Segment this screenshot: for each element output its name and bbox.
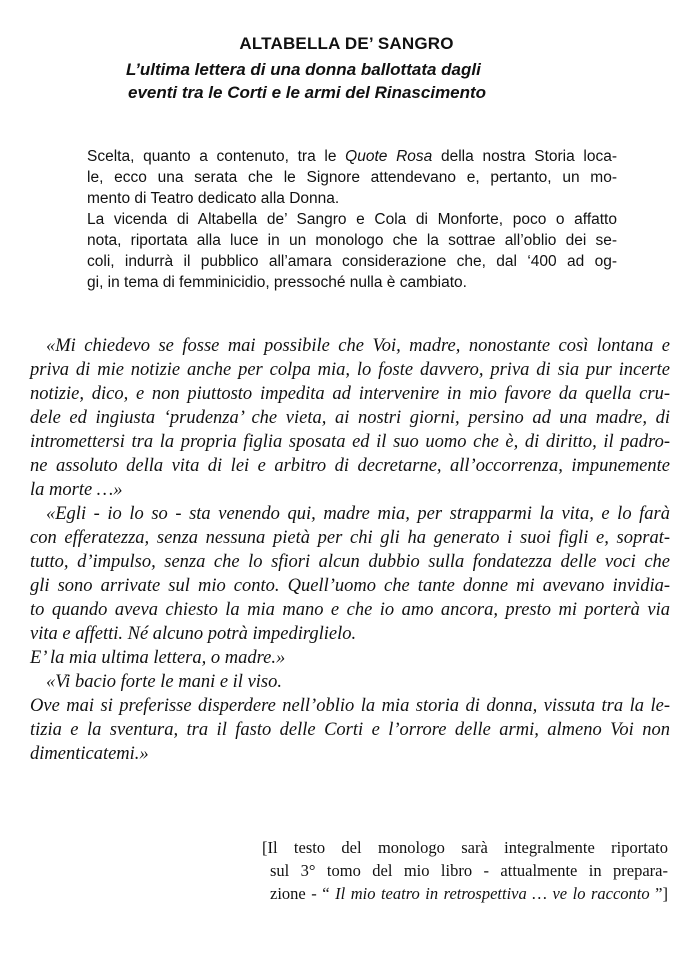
- monologue-line: tizia e la sventura, tra il fasto delle Corti e l’orrore delle armi, almeno Voi non: [30, 720, 670, 740]
- monologue-line: priva di mie notizie anche per colpa mia, lo foste davvero, priva di sia pur incerte: [30, 360, 670, 380]
- monologue-line: con efferatezza, senza nessuna pietà per chi gli ha generato i suoi figli e, soprat-: [30, 528, 670, 548]
- monologue-line: E’ la mia ultima lettera, o madre.»: [30, 648, 286, 668]
- quote-rosa-emphasis: Quote Rosa: [345, 148, 433, 165]
- intro-line: nota, riportata alla luce in un monologo che la sottrae all’oblio dei se-: [87, 232, 617, 249]
- monologue-line: notizie, dico, e non piuttosto impedita ad intervenire in mio favore da quella cru-: [30, 384, 670, 404]
- intro-paragraph: [87, 146, 617, 293]
- intro-text: della nostra Storia loca-: [432, 148, 618, 165]
- monologue-line: tutto, d’impulso, senza che lo sfiori alcun dubbio sulla fondatezza delle voci che: [30, 552, 670, 572]
- intro-line: coli, indurrà il pubblico all’amara considerazione che, dal ‘400 ad og-: [87, 253, 617, 270]
- document-title: ALTABELLA DE’ SANGRO: [239, 34, 454, 53]
- editorial-note: [262, 836, 668, 905]
- note-line: [Il testo del monologo sarà integralmente riportato: [262, 838, 668, 857]
- note-text: zione - “: [270, 884, 336, 903]
- monologue-line: dele ed ingiusta ‘prudenza’ che vieta, ai nostri giorni, persino ad una madre, di: [30, 408, 670, 428]
- monologue-excerpt: [30, 334, 670, 766]
- monologue-line: gli sono arrivate sul mio conto. Quell’uomo che tante donne mi avevano invidia-: [30, 576, 670, 596]
- intro-text: Scelta, quanto a contenuto, tra le: [87, 148, 346, 165]
- intro-line: mento di Teatro dedicato alla Donna.: [87, 190, 340, 207]
- note-text: ”]: [649, 884, 668, 903]
- note-line: [262, 882, 668, 905]
- book-title: Il mio teatro in retrospettiva … ve lo racconto: [335, 884, 650, 903]
- note-line: sul 3° tomo del mio libro - attualmente in prepara-: [270, 861, 668, 880]
- monologue-line: «Egli - io lo so - sta venendo qui, madre mia, per strapparmi la vita, e lo farà: [46, 504, 670, 524]
- document-subtitle: [126, 58, 576, 104]
- monologue-line: dimenticatemi.»: [30, 744, 149, 764]
- monologue-line: intromettersi tra la propria figlia sposata ed il suo uomo che è, di diritto, il padro-: [30, 432, 670, 452]
- monologue-line: vita e affetti. Né alcuno potrà impedirglielo.: [30, 624, 357, 644]
- monologue-line: «Vi bacio forte le mani e il viso.: [46, 672, 283, 692]
- subtitle-line: eventi tra le Corti e le armi del Rinascimento: [128, 83, 487, 102]
- monologue-line: la morte …»: [30, 480, 123, 500]
- intro-line: le, ecco una serata che le Signore attendevano e, pertanto, un mo-: [87, 169, 617, 186]
- intro-line: gi, in tema di femminicidio, pressoché nulla è cambiato.: [87, 274, 467, 291]
- intro-line: La vicenda di Altabella de’ Sangro e Cola di Monforte, poco o affatto: [87, 211, 617, 228]
- monologue-line: Ove mai si preferisse disperdere nell’oblio la mia storia di donna, vissuta tra la le-: [30, 696, 670, 716]
- monologue-line: «Mi chiedevo se fosse mai possibile che Voi, madre, nonostante così lontana e: [46, 336, 670, 356]
- subtitle-line: L’ultima lettera di una donna ballottata dagli: [126, 60, 481, 79]
- monologue-line: to quando aveva chiesto la mia mano e che io amo ancora, presto mi porterà via: [30, 600, 670, 620]
- intro-line: [87, 146, 617, 167]
- monologue-line: ne assoluto della vita di lei e arbitro di decretarne, all’occorrenza, impunemente: [30, 456, 670, 476]
